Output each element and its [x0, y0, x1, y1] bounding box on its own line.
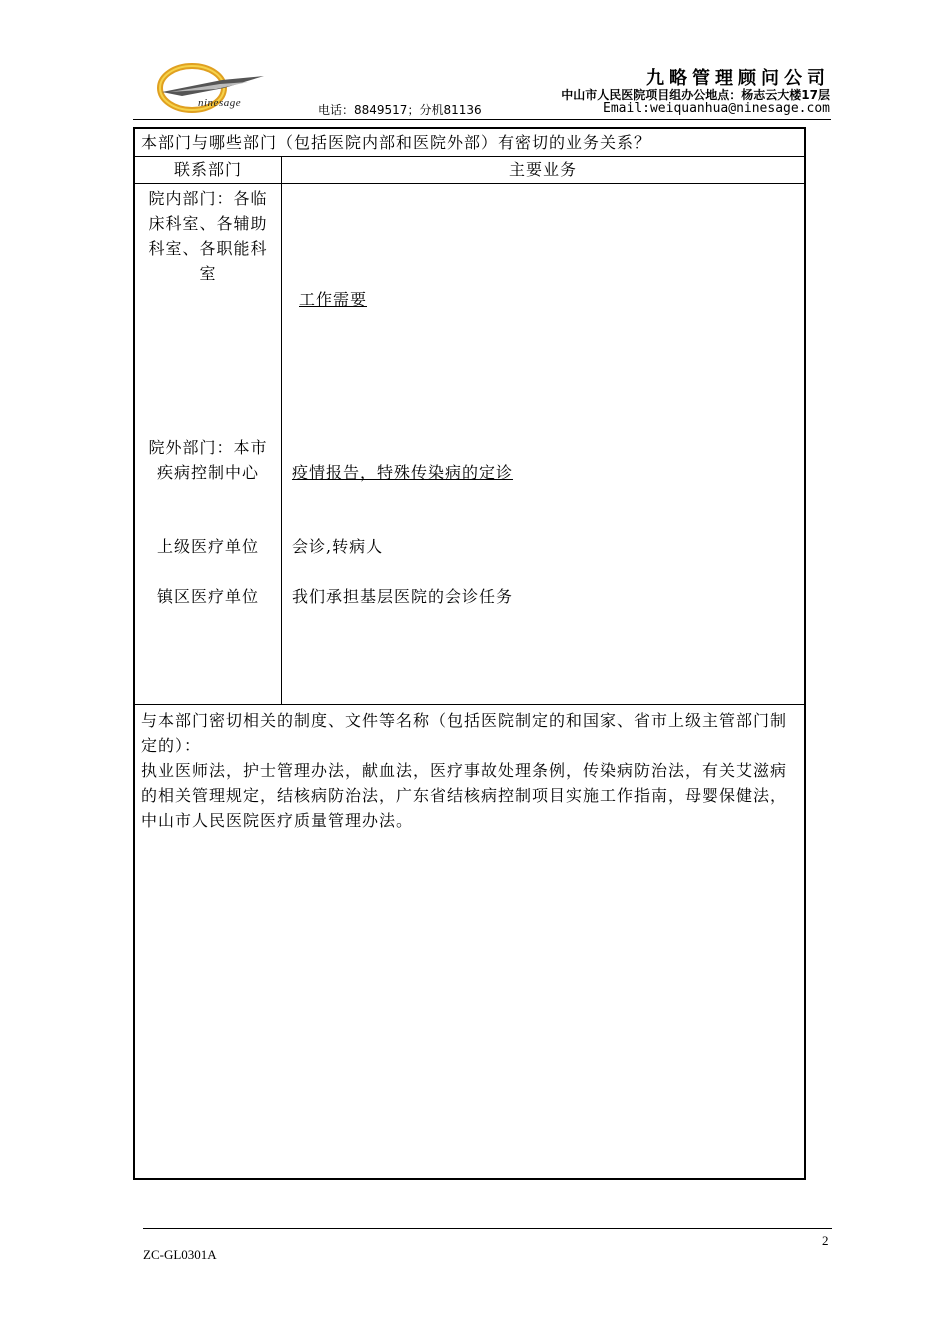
email-address: Email:weiquanhua@ninesage.com [603, 101, 830, 116]
department-township: 镇区医疗单位 [156, 587, 259, 606]
business-township: 我们承担基层医院的会诊任务 [292, 587, 514, 606]
column-divider [281, 156, 282, 704]
row-divider [135, 183, 804, 184]
document-code: ZC-GL0301A [143, 1247, 217, 1262]
col-header-business: 主要业务 [508, 160, 577, 179]
department-superior: 上级医疗单位 [156, 537, 259, 556]
office-address: 中山市人民医院项目组办公地点：杨志云大楼17层 [561, 88, 830, 102]
business-internal: 工作需要 [299, 290, 368, 309]
header-divider [133, 119, 831, 120]
page-number: 2 [822, 1233, 829, 1248]
ninesage-logo-icon [152, 58, 270, 118]
business-superior: 会诊,转病人 [292, 537, 384, 556]
department-internal: 院内部门：各临床科室、各辅助科室、各职能科室 [148, 189, 268, 283]
footer-divider [143, 1228, 832, 1229]
relations-question: 本部门与哪些部门（包括医院内部和医院外部）有密切的业务关系？ [141, 133, 652, 152]
row-divider [135, 704, 804, 705]
regulations-prompt: 与本部门密切相关的制度、文件等名称（包括医院制定的和国家、省市上级主管部门制定的）： [141, 711, 788, 755]
logo-text: ninesage [198, 97, 242, 109]
col-header-department: 联系部门 [173, 160, 242, 179]
company-name: 九略管理顾问公司 [646, 68, 830, 89]
relations-table [133, 127, 806, 1180]
department-cdc: 院外部门：本市疾病控制中心 [148, 438, 268, 482]
business-cdc: 疫情报告，特殊传染病的定诊 [292, 463, 514, 482]
phone-number: 电话：8849517；分机81136 [318, 103, 482, 117]
regulations-list: 执业医师法，护士管理办法，献血法，医疗事故处理条例，传染病防治法，有关艾滋病的相关管理规定，结核病防治法，广东省结核病控制项目实施工作指南，母婴保健法，中山市人民医院医疗质量管理办法。 [141, 761, 788, 830]
